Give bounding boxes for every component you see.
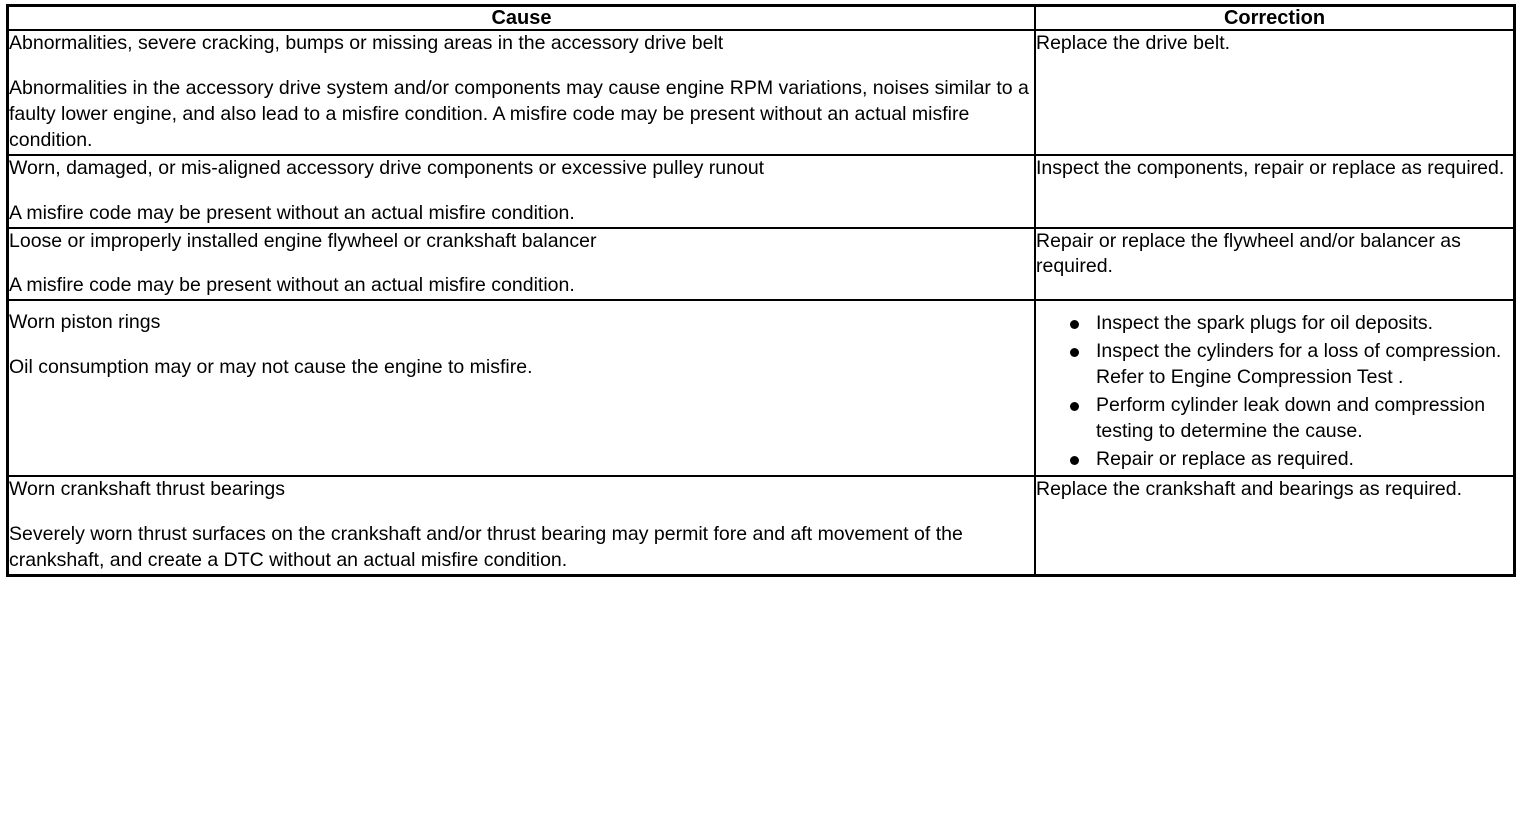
correction-cell bbox=[1035, 155, 1515, 228]
cause-paragraph: Worn crankshaft thrust bearings bbox=[9, 477, 286, 500]
cause-paragraph: Worn piston rings bbox=[9, 311, 161, 334]
cause-cell bbox=[8, 30, 1036, 155]
list-item: Perform cylinder leak down and compression testing to determine the cause. bbox=[1070, 393, 1513, 445]
correction-cell bbox=[1035, 300, 1515, 476]
table-row bbox=[8, 155, 1515, 228]
correction-cell bbox=[1035, 30, 1515, 155]
correction-paragraph: Repair or replace the flywheel and/or balancer as required. bbox=[1036, 229, 1461, 278]
table-header-row bbox=[8, 6, 1515, 31]
table-row bbox=[8, 228, 1515, 301]
correction-paragraph: Replace the crankshaft and bearings as required. bbox=[1036, 477, 1463, 500]
cause-paragraph: Abnormalities in the accessory drive system and/or components may cause engine RPM variations, noises similar to a faulty lower engine, and also lead to a misfire condition. A misfire code may be present without an actual misfire condition. bbox=[9, 76, 1029, 151]
correction-paragraph: Inspect the components, repair or replace as required. bbox=[1036, 156, 1505, 179]
table-row bbox=[8, 300, 1515, 476]
cause-cell bbox=[8, 300, 1036, 476]
correction-cell bbox=[1035, 476, 1515, 575]
cause-paragraph: Loose or improperly installed engine flywheel or crankshaft balancer bbox=[9, 229, 597, 252]
list-item: Inspect the cylinders for a loss of compression. Refer to Engine Compression Test . bbox=[1070, 339, 1513, 391]
diagnostic-table bbox=[6, 4, 1516, 577]
table-row bbox=[8, 476, 1515, 575]
table-body bbox=[8, 30, 1515, 575]
cause-paragraph: A misfire code may be present without an actual misfire condition. bbox=[9, 274, 575, 297]
correction-paragraph: Replace the drive belt. bbox=[1036, 32, 1231, 54]
table-header bbox=[8, 6, 1515, 31]
cause-cell bbox=[8, 228, 1036, 301]
list-item: Repair or replace as required. bbox=[1070, 447, 1513, 473]
list-item: Inspect the spark plugs for oil deposits. bbox=[1070, 311, 1513, 337]
correction-cell bbox=[1035, 228, 1515, 301]
cause-paragraph: Abnormalities, severe cracking, bumps or missing areas in the accessory drive belt bbox=[9, 32, 724, 54]
column-header-correction: Correction bbox=[1035, 6, 1515, 31]
cause-paragraph: Oil consumption may or may not cause the engine to misfire. bbox=[9, 356, 533, 379]
cause-paragraph: A misfire code may be present without an actual misfire condition. bbox=[9, 201, 575, 224]
table-row bbox=[8, 30, 1515, 155]
cause-paragraph: Worn, damaged, or mis-aligned accessory drive components or excessive pulley runout bbox=[9, 156, 765, 179]
cause-cell bbox=[8, 476, 1036, 575]
cause-paragraph: Severely worn thrust surfaces on the crankshaft and/or thrust bearing may permit fore and aft movement of the crankshaft, and create a DTC without an actual misfire condition. bbox=[9, 522, 963, 571]
column-header-cause: Cause bbox=[8, 6, 1036, 31]
cause-cell bbox=[8, 155, 1036, 228]
correction-bullet-list bbox=[1036, 311, 1513, 473]
